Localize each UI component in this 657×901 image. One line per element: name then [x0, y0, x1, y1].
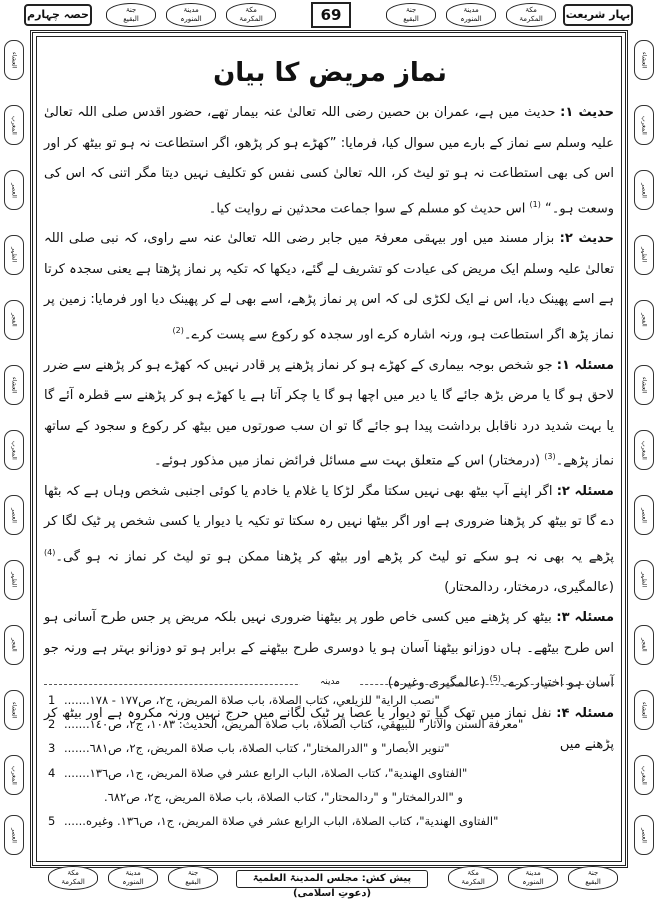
- chapter-title: نماز مریض کا بیان: [213, 58, 447, 88]
- side-tab: المغرب: [634, 105, 654, 145]
- header-oval-madinah: مدینۃ المنورہ: [446, 3, 496, 27]
- side-tab: العشاء: [4, 365, 24, 405]
- footnotes: [48, 688, 618, 833]
- footnote-3: 3 ......"تنوير الأبصار" و "الدرالمختار"، كتاب الصلاة، باب صلاة المريض، ج٢، ص٦٨١.: [48, 741, 450, 756]
- paragraph-text: نفل نماز میں تھک گیا تو دیوار یا عصا پر ٹیک لگانے میں حرج نہیں ورنہ مکروہ ہے اور بیٹھ کر پڑھنے میں: [44, 706, 614, 752]
- header-oval-baqi: جنۃ البقیع: [106, 3, 156, 27]
- paragraph-text: حدیث میں ہے، عمران بن حصین رضی اللہ تعالیٰ عنہ بیمار تھے، حضور اقدس صلی اللہ تعالیٰ علیہ وسلم سے نماز کے بارے میں سوال کیا، فرمایا: ”کھڑے ہو کر پڑھو، اگر استطاعت نہ ہو تو بیٹھ کر اور اس کی بھی استطاعت نہ ہو تو لیٹ کر، اللہ تعالیٰ کسی نفس کو تکلیف نہیں دیتا مگر اتنی کہ اس کی وسعت ہو۔“: [44, 105, 614, 216]
- header-oval-makkah: مکۃ المکرمۃ: [506, 3, 556, 27]
- side-tab: العشاء: [634, 40, 654, 80]
- side-tab: المغرب: [4, 105, 24, 145]
- footnote-ref: (3): [544, 452, 556, 462]
- footnote-4-continued: و "الدرالمختار" و "ردالمحتار"، كتاب الصلاة، باب صلاة المريض، ج٢، ص٦٨٢.: [104, 789, 463, 804]
- footer-oval-madinah: مدینۃ المنورہ: [508, 866, 558, 890]
- footer-oval-madinah: مدینۃ المنورہ: [108, 866, 158, 890]
- paragraph-tail: (عالمگیری، درمختار، ردالمحتار): [444, 579, 614, 595]
- hadith-2: [44, 224, 614, 350]
- paragraph-tail: اس حدیث کو مسلم کے سوا جماعت محدثین نے روایت کیا۔: [208, 200, 530, 216]
- side-tab: الفجر: [634, 625, 654, 665]
- footnote-separator-label: مدینہ: [300, 677, 360, 687]
- side-tab: العصر: [4, 170, 24, 210]
- side-tab: العصر: [4, 495, 24, 535]
- footnote-ref: (5): [489, 674, 501, 684]
- side-tab: العشاء: [4, 40, 24, 80]
- footnote-1: 1 ......"نصب الراية" للزيلعي، كتاب الصلاة، باب صلاة المريض، ج٢، ص١٧٧ - ١٧٨.: [48, 693, 440, 707]
- footnote-2: 2 ......"معرفة السنن والآثار" للبيهقي، كتاب الصلاة، باب صلاة المريض، الحديث: ١٠٨٣، ج٢، ص١٤٠.: [48, 717, 524, 732]
- paragraph-text: جو شخص بوجہ بیماری کے کھڑے ہو کر نماز پڑھنے پر قادر نہیں کہ کھڑے ہو کر پڑھنے سے ضرر لاحق ہو گا یا مرض بڑھ جائے گا یا دیر میں اچھا ہو گا یا چکر آتا ہے یا کھڑے ہو کر پڑھنے سے قطرہ آئے گا یا بہت شدید درد ناقابل برداشت پیدا ہو جائے گا تو ان سب صورتوں میں بیٹھ کر رکوع و سجود کے ساتھ نماز پڑھے۔: [44, 357, 614, 469]
- footnote-ref: (4): [44, 547, 56, 557]
- footnote-ref: (2): [172, 325, 184, 335]
- side-tab: العشاء: [634, 690, 654, 730]
- paragraph-label: مسئلہ ۲:: [556, 483, 614, 499]
- paragraph-label: حدیث ۱:: [560, 105, 614, 120]
- masala-1: [44, 351, 614, 477]
- footnote-5: 5 ......"الفتاوى الهندية"، كتاب الصلاة، الباب الرابع عشر في صلاة المريض، ج١، ص١٣٦. وغيره: [48, 814, 499, 829]
- paragraph-label: حدیث ۲:: [559, 231, 614, 247]
- side-tab: العشاء: [4, 690, 24, 730]
- side-tab: الظہر: [4, 235, 24, 275]
- paragraph-text: بزار مسند میں اور بیہقی معرفۃ میں جابر رضی اللہ تعالیٰ عنہ سے راوی، کہ نبی صلی اللہ تعالیٰ علیہ وسلم ایک مریض کی عیادت کو تشریف لے گئے، دیکھا کہ تکیہ پر نماز پڑھتا ہے یعنی سجدہ کرتا ہے اسے پھینک دیا، اس نے ایک لکڑی لی کہ اس پر نماز پڑھے، اسے بھی لے کر پھینک دیا اور فرمایا: زمین پر نماز پڑھ اگر استطاعت ہو، ورنہ اشارہ کرے اور سجدہ کو رکوع سے پست کرے۔: [44, 231, 614, 343]
- paragraph-text: اگر اپنے آپ بیٹھ بھی نہیں سکتا مگر لڑکا یا غلام یا خادم یا کوئی اجنبی شخص وہاں ہے کہ بٹھا دے گا تو بیٹھ کر پڑھنا ضروری ہے اور اگر بیٹھا نہیں رہ سکتا تو تکیہ یا دیوار یا کسی شخص پر ٹیک لگا کر پڑھے یہ بھی نہ ہو سکے تو لیٹ کر پڑھے اور بیٹھ کر پڑھنا ممکن ہو تو لیٹ کر نماز نہ ہو گی۔: [44, 483, 614, 565]
- footer-oval-baqi: جنۃ البقیع: [568, 866, 618, 890]
- header-oval-baqi: جنۃ البقیع: [386, 3, 436, 27]
- side-tab: العصر: [634, 495, 654, 535]
- side-tab: المغرب: [4, 430, 24, 470]
- header-oval-madinah: مدینۃ المنورہ: [166, 3, 216, 27]
- side-tab: المغرب: [634, 755, 654, 795]
- paragraph-tail: (درمختار) اس کے متعلق بہت سے مسائل فرائض نماز میں مذکور ہوئے۔: [154, 453, 545, 469]
- side-tab: العصر: [4, 815, 24, 855]
- page-number: 69: [311, 2, 351, 28]
- paragraph-label: مسئلہ ۳:: [556, 610, 614, 626]
- side-tab: الفجر: [4, 625, 24, 665]
- footer-oval-makkah: مکۃ المکرمۃ: [448, 866, 498, 890]
- side-tab: العصر: [634, 170, 654, 210]
- paragraph-label: مسئلہ ۱:: [556, 357, 615, 373]
- publisher-credit: پیش کش: مجلس المدینۃ العلمیۃ (دعوتِ اسلامی): [236, 870, 428, 888]
- footer-oval-makkah: مکۃ المکرمۃ: [48, 866, 98, 890]
- footnote-ref: (1): [529, 199, 541, 209]
- side-tab: العشاء: [634, 365, 654, 405]
- side-tab: الفجر: [634, 300, 654, 340]
- paragraph-tail: (عالمگیری وغیرہ): [387, 675, 490, 691]
- footer-oval-baqi: جنۃ البقیع: [168, 866, 218, 890]
- paragraph-text: بیٹھ کر پڑھنے میں کسی خاص طور پر بیٹھنا ضروری نہیں بلکہ مریض پر جس طرح آسانی ہو اس طرح بیٹھے۔ ہاں دوزانو بیٹھنا آسان ہو یا دوسری طرح بیٹھنے کے برابر ہو تو دوزانو بہتر ہے ورنہ جو آسان ہو اختیار کرے۔: [44, 610, 614, 691]
- header-oval-makkah: مکۃ المکرمۃ: [226, 3, 276, 27]
- footnote-4: 4 ......"الفتاوى الهندية"، كتاب الصلاة، الباب الرابع عشر في صلاة المريض، ج١، ص١٣٦.: [48, 765, 468, 780]
- side-tab: الظہر: [4, 560, 24, 600]
- hadith-1: [44, 98, 614, 224]
- header-book-title: بہار شریعت: [563, 4, 633, 26]
- paragraph-label: مسئلہ ۴:: [556, 706, 614, 722]
- body-text: [44, 98, 614, 760]
- side-tab: العصر: [634, 815, 654, 855]
- side-tab: المغرب: [634, 430, 654, 470]
- side-tab: الظہر: [634, 560, 654, 600]
- side-tab: المغرب: [4, 755, 24, 795]
- masala-2: [44, 477, 614, 603]
- header-part-title: حصہ چہارم: [24, 4, 92, 26]
- side-tab: الظہر: [634, 235, 654, 275]
- side-tab: الفجر: [4, 300, 24, 340]
